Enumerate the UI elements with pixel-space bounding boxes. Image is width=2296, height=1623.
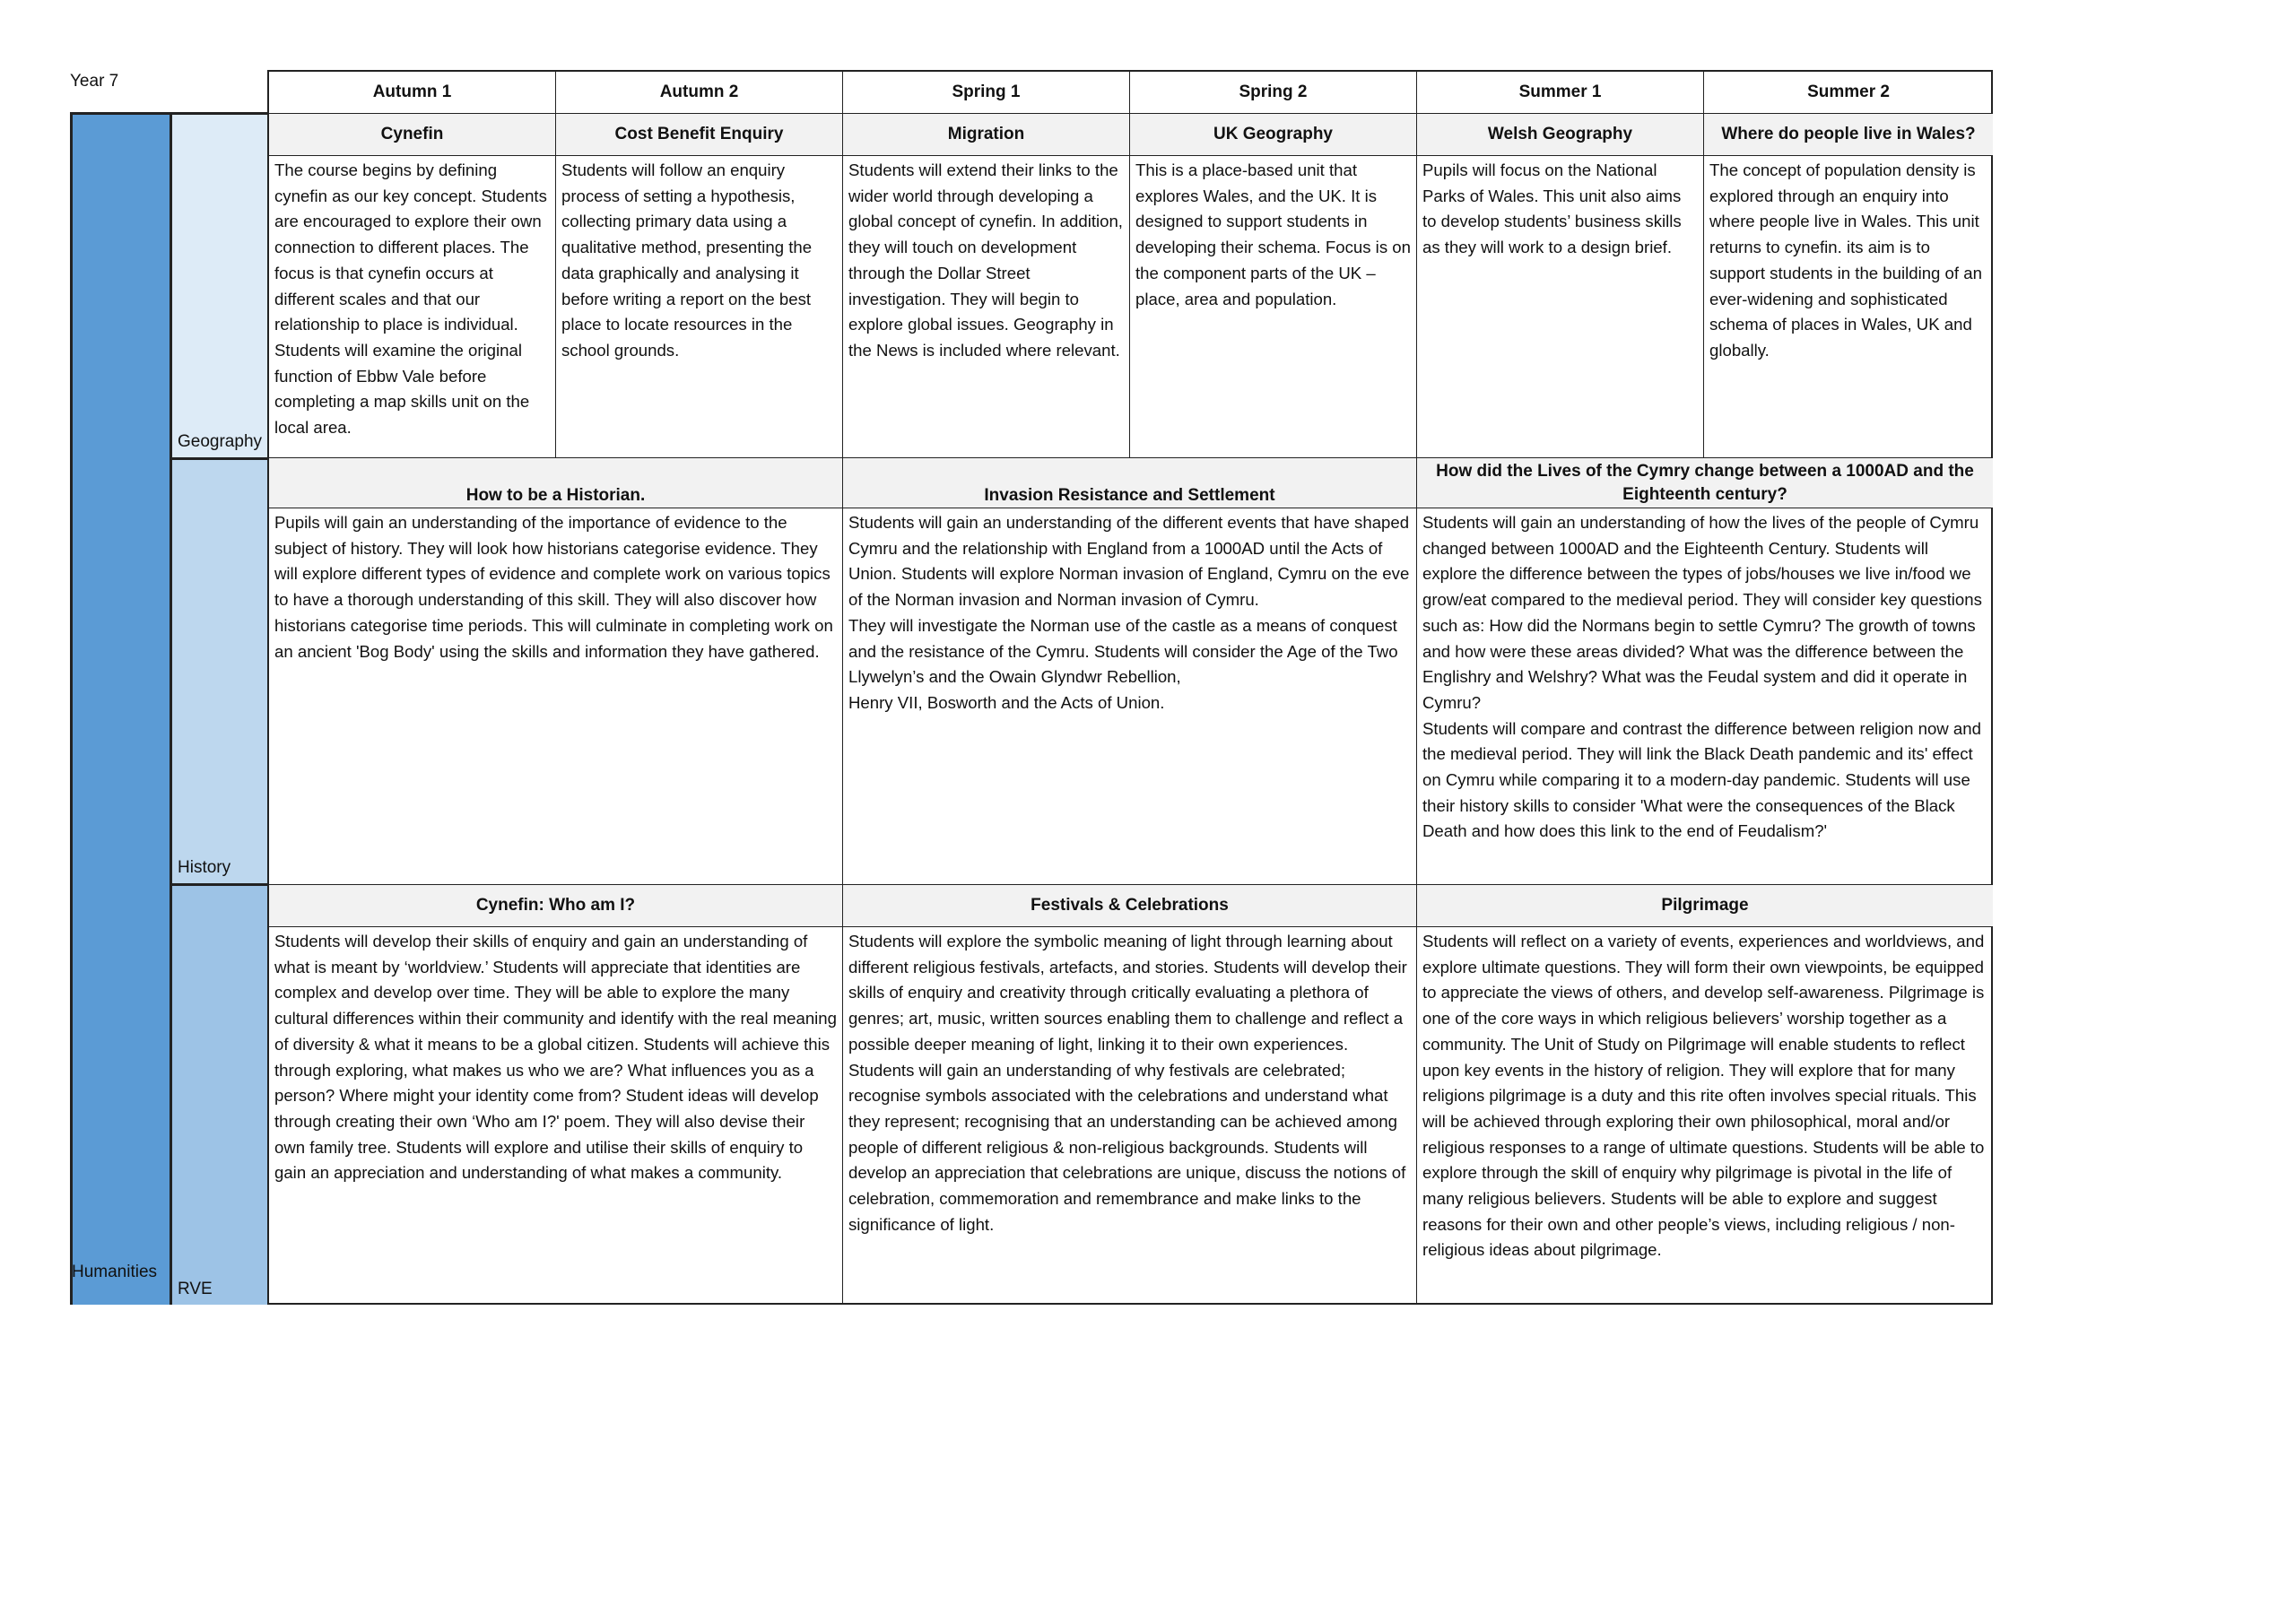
geography-unit-description: Pupils will focus on the National Parks of Wales. This unit also aims to develop students’ business skills as they will work to a design brief. (1417, 156, 1704, 458)
term-header: Spring 1 (843, 72, 1130, 114)
history-unit-description (843, 508, 1417, 885)
subject-label-geography: Geography (178, 432, 263, 451)
term-header: Autumn 2 (556, 72, 843, 114)
geography-unit-description: Students will follow an enquiry process of setting a hypothesis, collecting primary data using a qualitative method, presenting the data graphically and analysing it before writing a report on the best place to locate resources in the school grounds. (556, 156, 843, 458)
subject-history (170, 457, 267, 883)
history-paragraph: Pupils will gain an understanding of the importance of evidence to the subject of history. They will look how historians categorise evidence. They will explore different types of evidence and complete work on various topics to have a thorough understanding of this skill. They will also discover how historians categorise time periods. This will culminate in completing work on an ancient 'Bog Body' using the skills and information they have gathered. (274, 513, 833, 661)
rve-unit-description: Students will develop their skills of enquiry and gain an understanding of what is meant by ‘worldview.’ Students will appreciate that identities are complex and develop over time. They will be able to explore the many cultural differences within their community and identify with the real meaning of diversity & what it means to be a global citizen. Students will achieve this through exploring, what makes us who we are? What influences you as a person? Where might your identity come from? Student ideas will develop through creating their own ‘Who am I?' poem. They will also devise their own family tree. Students will explore and utilise their skills of enquiry to gain an appreciation and understanding of what makes a community. (269, 927, 843, 1303)
geography-unit-description: This is a place-based unit that explores Wales, and the UK. It is designed to support students in developing their schema. Focus is on the component parts of the UK – place, area and population. (1130, 156, 1417, 458)
geography-unit-description: The course begins by defining cynefin as our key concept. Students are encouraged to explore their own connection to different places. The focus is that cynefin occurs at different scales and that our relationship to place is individual. Students will examine the original function of Ebbw Vale before completing a map skills unit on the local area. (269, 156, 556, 458)
rve-unit-description: Students will reflect on a variety of events, experiences and worldviews, and explore ultimate questions. They will form their own viewpoints, be equipped to appreciate the views of others, and develop self-awareness. Pilgrimage is one of the core ways in which religious believers’ worship together as a community. The Unit of Study on Pilgrimage will enable students to reflect upon key events in the history of religion. They will explore that for many religions pilgrimage is a duty and this rite often involves special rituals. This will be achieved through exploring their own philosophical, moral and/or religious responses to a range of ultimate questions. Students will be able to explore through the skill of enquiry why pilgrimage is pivotal in the life of many religious believers. Students will be able to explore and suggest reasons for their own and other people’s views, including religious / non-religious ideas about pilgrimage. (1422, 932, 1985, 1260)
history-paragraph: They will investigate the Norman use of the castle as a means of conquest and the resistance of the Cymru. Students will consider the Age of the Two Llywelyn’s and the Owain Glyndwr Rebellion, (848, 615, 1398, 687)
geography-unit-title: Where do people live in Wales? (1704, 114, 1993, 156)
history-unit-title: How to be a Historian. (269, 458, 843, 508)
history-unit-title: Invasion Resistance and Settlement (843, 458, 1417, 508)
rve-unit-title: Cynefin: Who am I? (269, 885, 843, 927)
geography-unit-title: Cynefin (269, 114, 556, 156)
geography-unit-title: Welsh Geography (1417, 114, 1704, 156)
term-header: Summer 2 (1704, 72, 1993, 114)
geography-unit-description: Students will extend their links to the wider world through developing a global concept of cynefin. In addition, they will touch on development through the Dollar Street investigation. They will begin to explore global issues. Geography in the News is included where relevant. (843, 156, 1130, 458)
history-unit-description (1417, 508, 1993, 885)
history-unit-description (269, 508, 843, 885)
history-unit-title: How did the Lives of the Cymry change between a 1000AD and the Eighteenth century? (1417, 458, 1993, 508)
term-header: Spring 2 (1130, 72, 1417, 114)
geography-unit-description: The concept of population density is explored through an enquiry into where people live in Wales. This unit returns to cynefin. its aim is to support students in the building of an ever-widening and sophisticated schema of places in Wales, UK and globally. (1704, 156, 1993, 458)
subject-rve (170, 883, 267, 1305)
subject-label-history: History (178, 858, 231, 877)
faculty-column (70, 112, 170, 1305)
history-paragraph: Henry VII, Bosworth and the Acts of Union. (848, 692, 1165, 712)
geography-unit-title: UK Geography (1130, 114, 1417, 156)
year-label: Year 7 (70, 72, 119, 91)
geography-unit-title: Cost Benefit Enquiry (556, 114, 843, 156)
history-paragraph: Students will gain an understanding of how the lives of the people of Cymru changed between 1000AD and the Eighteenth Century. Students will explore the difference between the types of jobs/houses we live in/food we grow/eat compared to the medieval period. They will consider key questions such as: How did the Normans begin to settle Cymru? The growth of towns and how were these areas divided? What was the difference between the Englishry and Welshry? What was the Feudal system and did it operate in Cymru? (1422, 513, 1982, 712)
curriculum-grid (267, 70, 1993, 1305)
history-paragraph: Students will gain an understanding of the different events that have shaped Cymru and the relationship with England from a 1000AD until the Acts of Union. Students will explore Norman invasion of England, Cymru on the eve of the Norman invasion and Norman invasion of Cymru. (848, 513, 1410, 610)
term-header: Autumn 1 (269, 72, 556, 114)
faculty-label: Humanities (72, 1263, 158, 1281)
geography-unit-title: Migration (843, 114, 1130, 156)
rve-unit-title: Pilgrimage (1417, 885, 1993, 927)
subject-geography (170, 112, 267, 457)
rve-unit-description: Students will explore the symbolic meaning of light through learning about different religious festivals, artefacts, and stories. Students will develop their skills of enquiry and creativity through critically evaluating a plethora of genres; art, music, written sources enabling them to challenge and reflect a possible deeper meaning of light, linking it to their own experiences. Students will gain an understanding of why festivals are celebrated; recognise symbols associated with the celebrations and understand what they represent; recognising that an understanding can be achieved among people of different religious & non-religious backgrounds. Students will develop an appreciation that celebrations are unique, discuss the notions of celebration, commemoration and remembrance and make links to the significance of light. (843, 927, 1417, 1303)
term-header: Summer 1 (1417, 72, 1704, 114)
history-paragraph: Students will compare and contrast the difference between religion now and the medieval period. They will link the Black Death pandemic and its' effect on Cymru while comparing it to a modern-day pandemic. Students will use their history skills to consider 'What were the consequences of the Black Death and how does this link to the end of Feudalism?' (1422, 718, 1981, 841)
rve-unit-title: Festivals & Celebrations (843, 885, 1417, 927)
subject-label-rve: RVE (178, 1280, 213, 1298)
